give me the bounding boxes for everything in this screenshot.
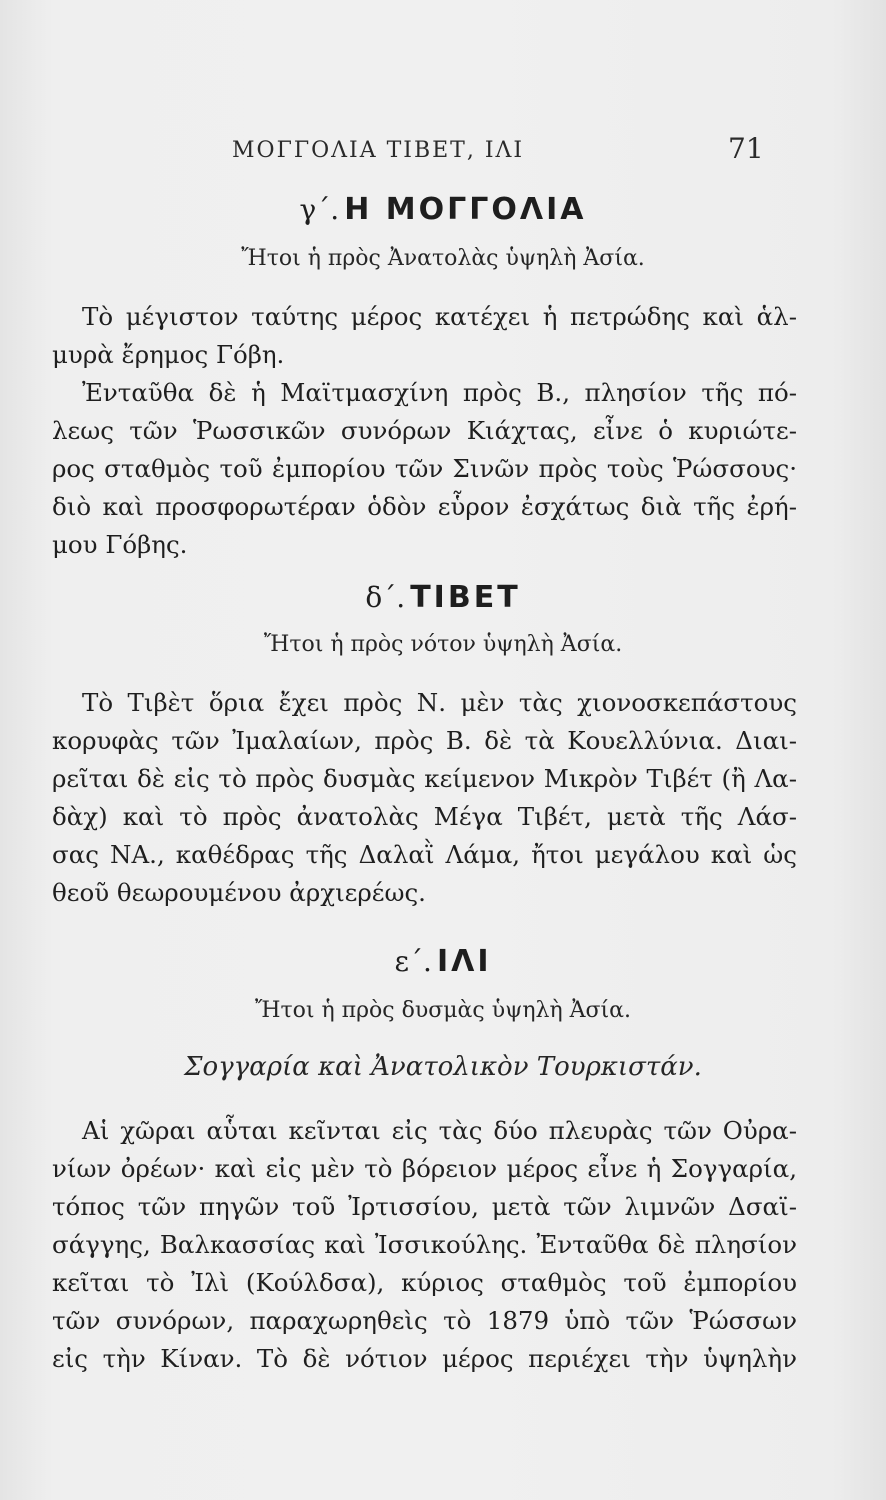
section-heading-tibet [0, 580, 886, 615]
text-line: Αἱ χῶραι αὗται κεῖνται εἰς τὰς δύο πλευρὰς τῶν Οὐρα- [82, 1116, 797, 1145]
section-title: ΙΛΙ [436, 944, 492, 979]
text-line: νίων ὀρέων· καὶ εἰς μὲν τὸ βόρειον μέρος εἶνε ἡ Σογγαρία, [52, 1154, 797, 1183]
text-line: Ἐνταῦθα δὲ ἡ Μαϊτμασχίνη πρὸς Β., πλησίον τῆς πό- [82, 378, 797, 407]
section-heading-mongolia [0, 192, 886, 227]
text-line: εἰς τὴν Κίναν. Τὸ δὲ νότιον μέρος περιέχει τὴν ὑψηλὴν [52, 1344, 797, 1373]
paragraph [52, 374, 797, 564]
text-line: ρεῖται δὲ εἰς τὸ πρὸς δυσμὰς κείμενον Μικρὸν Τιβέτ (ἢ Λα- [52, 764, 797, 793]
section-heading-ili [0, 944, 886, 979]
text-line: μου Γόβης. [52, 530, 188, 559]
paragraph [52, 298, 797, 374]
section-subtitle: Ἤτοι ἡ πρὸς Ἀνατολὰς ὑψηλὴ Ἀσία. [241, 246, 645, 271]
text-line: ρος σταθμὸς τοῦ ἐμπορίου τῶν Σινῶν πρὸς τοὺς Ῥώσσους· [52, 454, 797, 483]
text-line: κορυφὰς τῶν Ἰμαλαίων, πρὸς Β. δὲ τὰ Κουελλύνια. Διαι- [52, 726, 797, 755]
text-line: Τὸ μέγιστον ταύτης μέρος κατέχει ἡ πετρώδης καὶ ἁλ- [82, 302, 797, 331]
section-subheading: Σογγαρία καὶ Ἀνατολικὸν Τουρκιστάν. [184, 1052, 702, 1082]
section-subtitle: Ἤτοι ἡ πρὸς νότον ὑψηλὴ Ἀσία. [263, 632, 623, 657]
text-line: διὸ καὶ προσφορωτέραν ὁδὸν εὗρον ἐσχάτως διὰ τῆς ἐρή- [52, 492, 797, 521]
text-line: τῶν συνόρων, παραχωρηθεὶς τὸ 1879 ὑπὸ τῶν Ῥώσσων [52, 1306, 797, 1335]
text-line: δὰχ) καὶ τὸ πρὸς ἀνατολὰς Μέγα Τιβέτ, μετὰ τῆς Λάσ- [52, 802, 797, 831]
text-line: Τὸ Τιβὲτ ὅρια ἔχει πρὸς Ν. μὲν τὰς χιονοσκεπάστους [82, 688, 797, 717]
paragraph [52, 684, 797, 912]
paragraph [52, 1112, 797, 1378]
page-number: 71 [728, 132, 764, 165]
text-line: σάγγης, Βαλκασσίας καὶ Ἰσσικούλης. Ἐνταῦθα δὲ πλησίον [52, 1230, 797, 1259]
section-title: Η ΜΟΓΓΟΛΙΑ [344, 192, 587, 227]
section-subtitle: Ἤτοι ἡ πρὸς δυσμὰς ὑψηλὴ Ἀσία. [254, 998, 632, 1023]
section-number: γ΄. [299, 193, 340, 226]
running-head-title: ΜΟΓΓΟΛΙΑ ΤΙΒΕΤ, ΙΛΙ [232, 138, 525, 163]
text-line: σας ΝΑ., καθέδρας τῆς Δαλαῒ Λάμα, ἤτοι μεγάλου καὶ ὡς [52, 840, 797, 869]
section-number: ε΄. [394, 945, 432, 978]
section-number: δ΄. [365, 581, 406, 614]
text-line: κεῖται τὸ Ἰλὶ (Κούλδσα), κύριος σταθμὸς τοῦ ἐμπορίου [52, 1268, 797, 1297]
section-title: ΤΙΒΕΤ [410, 580, 521, 615]
text-line: λεως τῶν Ῥωσσικῶν συνόρων Κιάχτας, εἶνε ὁ κυριώτε- [52, 416, 797, 445]
text-line: τόπος τῶν πηγῶν τοῦ Ἰρτισσίου, μετὰ τῶν λιμνῶν Δσαϊ- [52, 1192, 797, 1221]
text-line: θεοῦ θεωρουμένου ἀρχιερέως. [52, 878, 426, 907]
text-line: μυρὰ ἔρημος Γόβη. [52, 340, 285, 369]
running-head [0, 132, 886, 172]
